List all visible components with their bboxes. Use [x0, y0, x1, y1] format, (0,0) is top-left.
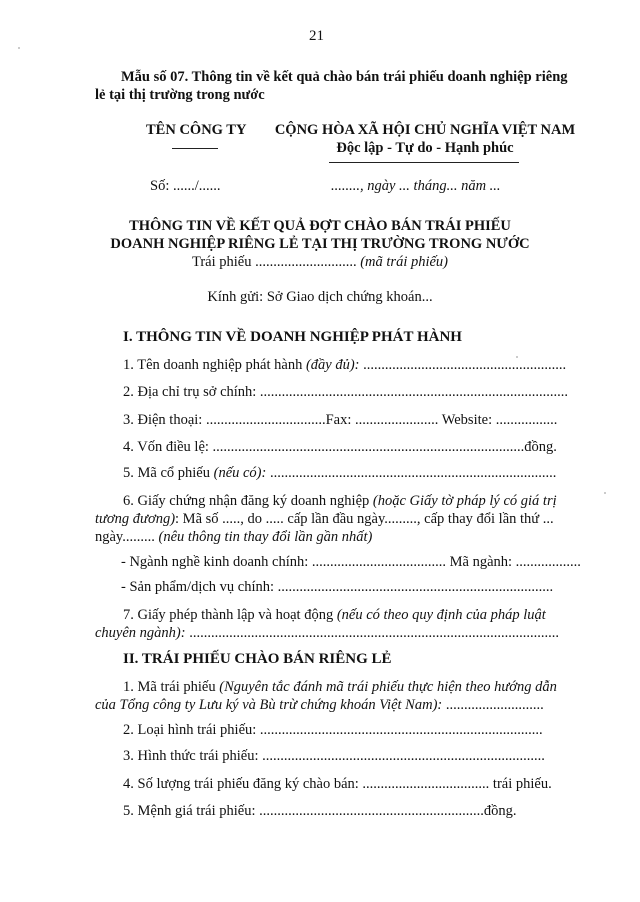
- section1-heading: I. THÔNG TIN VỀ DOANH NGHIỆP PHÁT HÀNH: [123, 329, 462, 345]
- s2-item1-italic2: của Tổng công ty Lưu ký và Bù trừ chứng khoán Việt Nam):: [95, 697, 443, 713]
- business-line: - Ngành nghề kinh doanh chính: ..................................... Mã ngành: ..................: [121, 554, 581, 570]
- bond-code-text: Trái phiếu ............................: [191, 254, 361, 270]
- addressee: Kính gửi: Sở Giao dịch chứng khoán...: [207, 289, 433, 305]
- bond-code-italic: (mã trái phiếu): [360, 254, 449, 270]
- page-number: 21: [309, 28, 324, 44]
- item5-italic: (nếu có):: [213, 465, 267, 481]
- section1-item2: 2. Địa chỉ trụ sở chính: .....................................................................................: [123, 384, 569, 400]
- item1-italic: (đầy đủ):: [305, 357, 360, 373]
- section1-item6-line1: [123, 493, 557, 510]
- form-title-line1: Mẫu số 07. Thông tin về kết quả chào bán trái phiếu doanh nghiệp riêng: [121, 69, 568, 85]
- date-line: ........, ngày ... tháng... năm ...: [331, 178, 501, 194]
- scan-speck: [18, 47, 20, 49]
- s2-item1-italic1: (Nguyên tắc đánh mã trái phiếu thực hiện theo hướng dẫn: [219, 679, 557, 695]
- section2-item5: 5. Mệnh giá trái phiếu: ..............................................................đồng.: [123, 803, 517, 819]
- section2-item1-line2: [95, 697, 544, 714]
- item6-italic3: (nêu thông tin thay đổi lần gần nhất): [158, 529, 373, 545]
- s2-item1-label: 1. Mã trái phiếu: [123, 679, 220, 695]
- company-underline: [172, 148, 218, 149]
- republic-line2: Độc lập - Tự do - Hạnh phúc: [336, 140, 514, 156]
- item5-dots: ...............................................................................: [266, 465, 557, 481]
- form-title-line2: lẻ tại thị trường trong nước: [95, 87, 265, 103]
- section2-heading: II. TRÁI PHIẾU CHÀO BÁN RIÊNG LẺ: [123, 651, 392, 667]
- section1-item1: [123, 357, 566, 374]
- section1-item4: 4. Vốn điều lệ: ......................................................................................đồng.: [123, 439, 557, 455]
- section1-item6-line3: [95, 529, 372, 546]
- item1-label: 1. Tên doanh nghiệp phát hành: [123, 357, 306, 373]
- item7-italic2: chuyên ngành):: [95, 625, 186, 641]
- section1-item6-line2: [95, 511, 554, 528]
- item7-dots: ......................................................................................................: [185, 625, 559, 641]
- item7-italic1: (nếu có theo quy định của pháp luật: [336, 607, 546, 623]
- section1-item3: 3. Điện thoại: .................................Fax: ....................... Website: .................: [123, 412, 558, 428]
- republic-line1: CỘNG HÒA XÃ HỘI CHỦ NGHĨA VIỆT NAM: [274, 122, 576, 138]
- section2-item1-line1: [123, 679, 557, 696]
- item6-text3: ngày.........: [95, 529, 159, 545]
- item5-label: 5. Mã cổ phiếu: [123, 465, 214, 481]
- item6-label: 6. Giấy chứng nhận đăng ký doanh nghiệp: [123, 493, 373, 509]
- bond-code-line: [0, 254, 640, 271]
- main-title-line1: THÔNG TIN VỀ KẾT QUẢ ĐỢT CHÀO BÁN TRÁI PHIẾU: [129, 218, 511, 234]
- section1-item7-line1: [123, 607, 546, 624]
- item1-dots: ........................................................: [359, 357, 567, 373]
- section2-item3: 3. Hình thức trái phiếu: ..............................................................................: [123, 748, 545, 764]
- item6-italic1: (hoặc Giấy tờ pháp lý có giá trị: [372, 493, 557, 509]
- section1-item5: [123, 465, 556, 482]
- section1-item7-line2: [95, 625, 559, 642]
- main-title-line2: DOANH NGHIỆP RIÊNG LẺ TẠI THỊ TRƯỜNG TRONG NƯỚC: [110, 236, 530, 252]
- s2-item1-dots: ...........................: [442, 697, 544, 713]
- company-label: TÊN CÔNG TY: [146, 122, 247, 138]
- document-number: Số: ....../......: [150, 178, 221, 194]
- section2-item4: 4. Số lượng trái phiếu đăng ký chào bán: ................................... trái phiếu.: [123, 776, 552, 792]
- item6-text2: : Mã số ....., do ..... cấp lần đầu ngày........., cấp thay đổi lần thứ ...: [175, 511, 554, 527]
- section2-item2: 2. Loại hình trái phiếu: ..............................................................................: [123, 722, 543, 738]
- item7-label: 7. Giấy phép thành lập và hoạt động: [123, 607, 337, 623]
- products-line: - Sản phẩm/dịch vụ chính: ............................................................................: [121, 579, 554, 595]
- republic-underline: [329, 162, 519, 163]
- item6-italic2: tương đương): [95, 511, 176, 527]
- scan-speck: [604, 492, 606, 494]
